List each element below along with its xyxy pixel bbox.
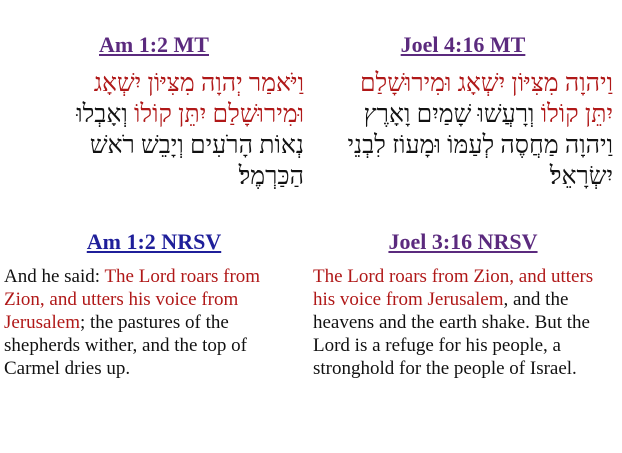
joel-nrsv-rest: , and the heavens and the earth shake. But the Lord is a refuge for his people, a stronghold for the people of Israel.: [313, 289, 590, 379]
joel-hebrew-black-4: יִשְׂרָאֵל׃: [549, 163, 613, 190]
amos-hebrew-line-2: [4, 99, 304, 130]
joel-nrsv-section: [313, 229, 613, 380]
left-column: [4, 0, 304, 379]
right-column: [313, 0, 613, 379]
amos-nrsv-parallel: The Lord roars from Zion, and utters his voice from Jerusalem: [4, 266, 261, 333]
amos-hebrew-black-4: הַכַּרְמֶל׃: [238, 163, 304, 190]
amos-mt-heading: Am 1:2 MT: [99, 32, 209, 57]
amos-hebrew-black-2: וְאָבְלוּ: [76, 101, 128, 128]
amos-nrsv-rest: ; the pastures of the shepherds wither, and the top of Carmel dries up.: [4, 312, 248, 379]
amos-hebrew-red-1: וַיֹּאמַר יְהוָה מִצִּיּוֹן יִשְׁאָג: [93, 70, 304, 97]
joel-hebrew-text: [313, 68, 613, 192]
amos-hebrew-black-3: נְאוֹת הָרֹעִים וְיָבֵשׁ רֹאשׁ: [89, 132, 304, 159]
amos-nrsv-heading: Am 1:2 NRSV: [86, 229, 222, 254]
joel-nrsv-heading: Joel 3:16 NRSV: [388, 229, 538, 254]
amos-hebrew-line-1: [4, 68, 304, 99]
joel-hebrew-red-2: יִתֵּן קוֹלוֹ: [540, 101, 613, 128]
joel-hebrew-line-3: [313, 130, 613, 161]
amos-hebrew-line-3: [4, 130, 304, 161]
amos-nrsv-intro: And he said:: [4, 266, 105, 287]
joel-mt-heading: Joel 4:16 MT: [400, 32, 526, 57]
amos-nrsv-text: [4, 265, 304, 380]
joel-nrsv-text: [313, 265, 613, 380]
joel-nrsv-parallel: The Lord roars from Zion, and utters his voice from Jerusalem: [313, 266, 594, 310]
amos-hebrew-red-2: וּמִירוּשָׁלַם יִתֵּן קוֹלוֹ: [134, 101, 304, 128]
joel-hebrew-line-4: [313, 161, 613, 192]
joel-hebrew-line-2: [313, 99, 613, 130]
amos-hebrew-text: [4, 68, 304, 192]
joel-hebrew-red-1: וַיהוָה מִצִּיּוֹן יִשְׁאָג וּמִירוּשָׁלַם: [359, 70, 613, 97]
joel-hebrew-line-1: [313, 68, 613, 99]
amos-hebrew-line-4: [4, 161, 304, 192]
amos-nrsv-section: [4, 229, 304, 380]
joel-hebrew-black-3: וַיהוָה מַחֲסֶה לְעַמּוֹ וּמָעוֹז לִבְנֵי: [347, 132, 613, 159]
joel-hebrew-black-2: וְרָעֲשׁוּ שָׁמַיִם וָאָרֶץ: [363, 101, 535, 128]
